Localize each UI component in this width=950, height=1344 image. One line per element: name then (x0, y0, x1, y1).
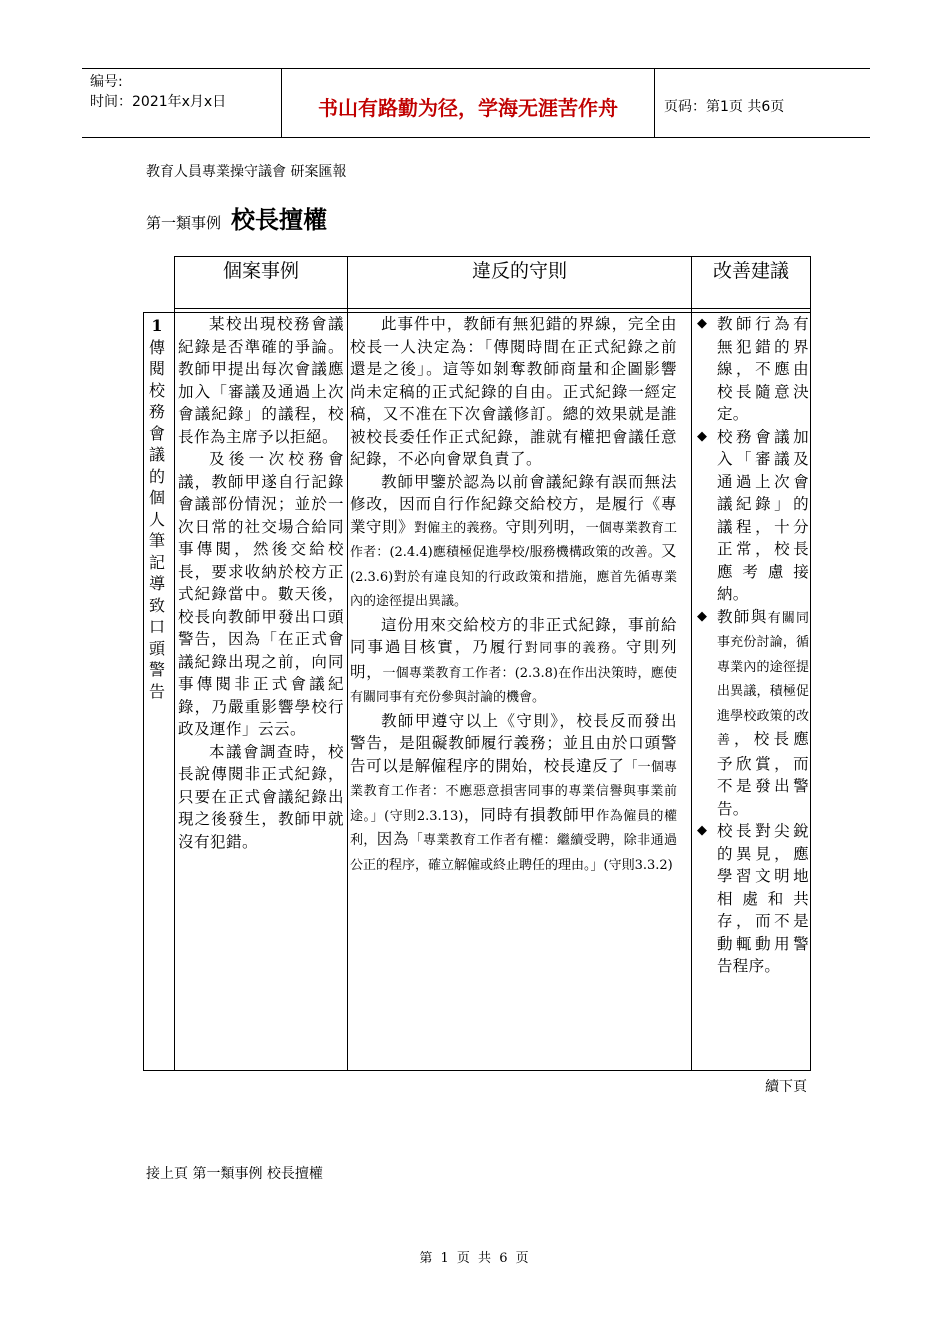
row-label-char: 閱 (148, 359, 165, 378)
col1-left-border (174, 256, 175, 1071)
violation-quote: 一個專業教育工作者：(2.4.4)應積極促進學校/服務機構政策的改善。 (350, 520, 677, 560)
row-label-char: 導 (148, 574, 165, 593)
row-label-char: 致 (148, 595, 165, 615)
case-paragraph-1: 某校出現校務會議紀錄是否準確的爭論。教師甲提出每次會議應加入「審議及通過上次會議紀錄」的議程，校長作為主席予以拒絕。 (178, 315, 344, 446)
violation-quote: 作為僱員的權利， (350, 808, 677, 848)
violation-quote: 對同事的義務。 (524, 641, 627, 656)
row-label-char: 個 (148, 488, 165, 507)
table-right-border (810, 256, 811, 1071)
col-header-violation: 違反的守則 (471, 260, 567, 282)
number-label: 编号: (90, 74, 123, 90)
case-paragraph-3: 本議會調查時，校長說傳閱非正式紀錄，只要在正式會議紀錄出現之後發生，教師甲就沒有犯錯。 (178, 742, 344, 851)
row-label-char: 的 (148, 466, 165, 486)
document-header (82, 68, 870, 138)
suggestion-small: 有關同事充份討論，循專業內的途徑提出異議，積極促進學校政策的改善 (717, 610, 809, 748)
violation-text: 因為 (376, 830, 410, 848)
col-header-case: 個案事例 (222, 260, 299, 282)
header-meta (82, 69, 282, 137)
row-label-char: 議 (148, 445, 165, 464)
violation-text: 守則列明， (505, 517, 586, 536)
violation-description (350, 313, 677, 877)
suggestion-item-1: ◆ 教師行為有無犯錯的界線，不應由校長隨意決定。 (697, 313, 809, 426)
time-label: 时间：2021年x月x日 (90, 94, 227, 110)
suggestions (697, 313, 809, 978)
category-label: 第一類事例 (146, 214, 222, 232)
row-label-char: 校 (148, 380, 165, 400)
suggestion-text: ，校長應予欣賞，而不是發出警告。 (717, 730, 809, 818)
violation-text: 守則列明， (350, 638, 677, 681)
violation-quote: 對僱主的義務。 (414, 520, 506, 536)
row-label-char: 口 (148, 617, 165, 636)
suggestion-item-4: ◆ 校長對尖銳的異見，應學習文明地相處和共存，而不是動輒動用警告程序。 (697, 820, 809, 978)
suggestion-text: 教師與 (717, 607, 768, 626)
case-paragraph-2: 及後一次校務會議，教師甲遂自行記錄會議部份情況；並於一次日常的社交場合給同事傳閱，然後交給校長，要求收納於校方正式紀錄當中。數天後，校長向教師甲發出口頭警告，因為「在正式會議紀錄出現之前，向同事傳閱非正式會議紀錄，乃嚴重影響學校行政及運作」云云。 (178, 450, 344, 738)
page-footer: 第 1 页 共 6 页 (419, 1251, 531, 1266)
violation-paragraph-3 (350, 614, 677, 710)
row-label-char: 頭 (148, 638, 165, 658)
col2-left-border (347, 256, 348, 1071)
continue-heading: 接上頁 第一類事例 校長擅權 (146, 1166, 323, 1182)
category-title: 校長擅權 (231, 206, 328, 234)
case-description (178, 313, 344, 853)
row-label-char: 記 (148, 552, 165, 572)
violation-text: 教師甲遵守以上《守則》，校長反而發出警告，是阻礙教師履行義務；並且由於口頭警告可以是解僱程序的開始，校長違反了 (350, 711, 677, 775)
header-page-info: 页码：第1页 共6页 (664, 99, 785, 115)
row-label-char: 筆 (148, 531, 165, 550)
table-left-border (143, 312, 144, 1071)
violation-quote: 一個專業教育工作者：(2.3.8)在作出決策時，應使有關同事有充份參與討論的機會。 (350, 665, 677, 705)
violation-quote: (2.3.6)對於有違良知的行政政策和措施，應首先循專業內的途徑提出異議。 (350, 569, 677, 609)
col3-left-border (691, 256, 692, 1071)
row-label-char: 傳 (148, 337, 165, 357)
category-heading (146, 200, 327, 235)
col-header-suggestion: 改善建議 (712, 260, 789, 282)
suggestion-item-2: ◆ 校務會議加入「審議及通過上次會議紀錄」的議程，十分正常，校長應考慮接納。 (697, 426, 809, 606)
row-label-char: 會 (148, 423, 165, 443)
table-bottom-border (143, 1070, 811, 1071)
row-label-char: 警 (148, 660, 165, 679)
violation-text: ，同時有損教師甲 (463, 805, 597, 824)
violation-text: 這份用來交給校方的非正式紀錄，事前給同事過目核實，乃履行 (350, 615, 677, 656)
row-number: 1 (151, 316, 163, 335)
violation-text: 教師甲鑒於認為以前會議紀錄有誤而無法修改，因而自行作紀錄交給校方，是履行《專業守則》 (350, 472, 677, 536)
violation-paragraph-1: 此事件中，教師有無犯錯的界線，完全由校長一人決定為：「傳閱時間在正式紀錄之前還是之後」。這等如剝奪教師商量和企圖影響尚未定稿的正式紀錄的自由。正式紀錄一經定稿，又不准在下次會議修訂。總的效果就是誰被校長委任作正式紀錄，誰就有權把會議任意紀錄，不必向會眾負責了。 (350, 315, 677, 468)
row-label-char: 務 (148, 402, 165, 421)
suggestion-item-3 (697, 606, 809, 821)
violation-quote: 「專業教育工作者有權：繼續受聘，除非通過公正的程序，確立解僱或終止聘任的理由。」(守則3.3.2) (350, 833, 677, 873)
header-motto: 书山有路勤为径，学海无涯苦作舟 (282, 69, 655, 137)
violation-paragraph-2 (350, 471, 677, 614)
violation-paragraph-4 (350, 710, 677, 878)
row-label-char: 告 (148, 681, 165, 701)
violation-quote: 「一個專業教育工作者：不應惡意損害同事的專業信譽與事業前途。」(守則2.3.13) (350, 759, 677, 824)
header-bottom-border (174, 308, 811, 309)
report-subtitle: 教育人員專業操守議會 研案匯報 (146, 164, 347, 180)
continued-note: 續下頁 (765, 1079, 807, 1095)
row-label (146, 315, 168, 702)
violation-text: 又 (660, 542, 677, 560)
row-label-char: 人 (148, 509, 165, 529)
